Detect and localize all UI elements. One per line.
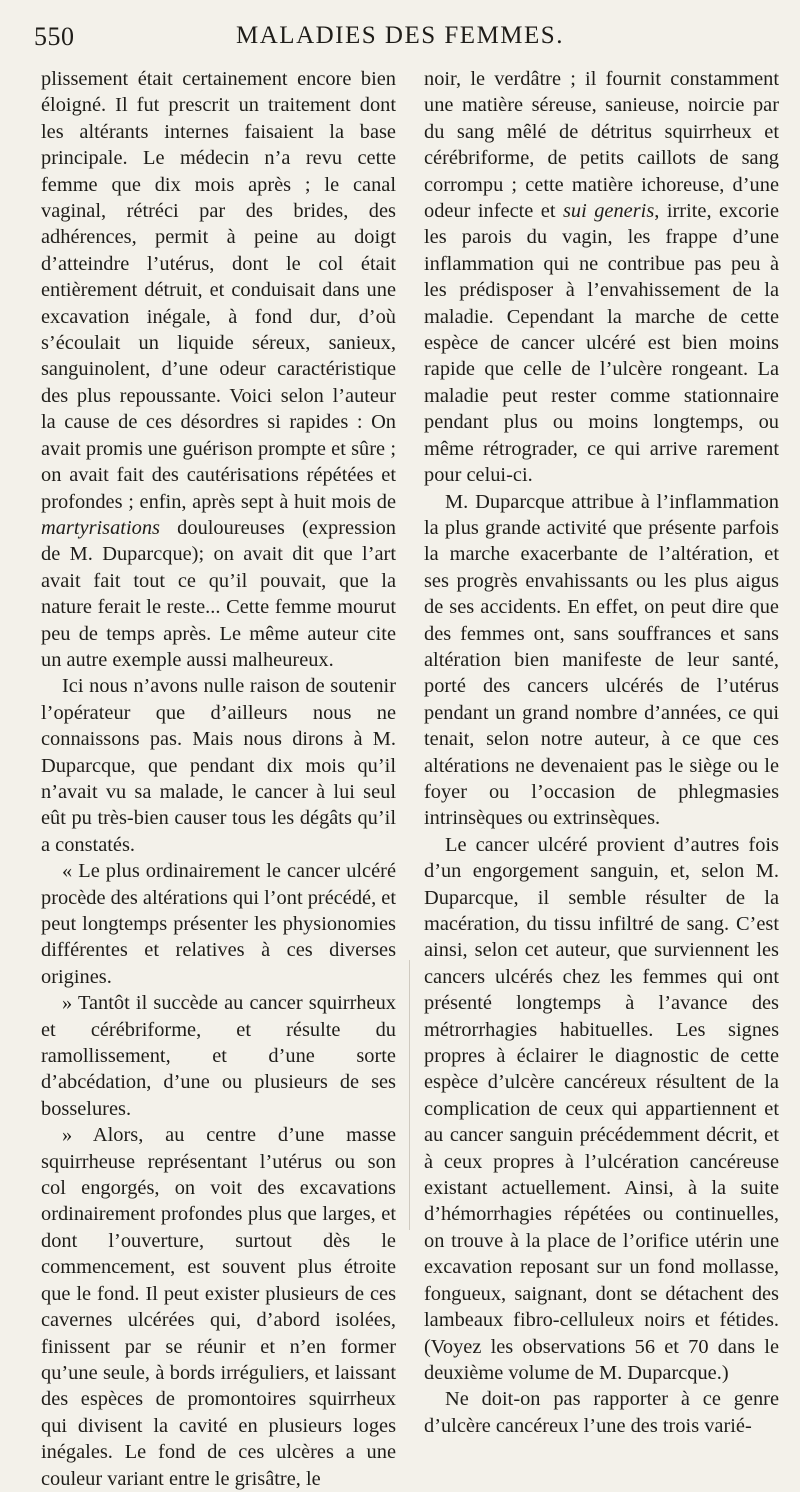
paragraph: Le cancer ulcéré provient d’autres fois d’un engorgement sanguin, et, selon M. Duparcque, il semble résulter de la macération, du tissu infiltré de sang. C’est ainsi, selon cet auteur, que surviennent les cancers ulcérés chez les femmes qui ont présenté longtemps à l’avance des métrorrhagies habituelles. Les signes propres à éclairer le diagnostic de cette espèce d’ulcère cancéreux résultent de la complication de ceux qui appartiennent et au cancer sanguin précédemment décrit, et à ceux propres à l’ulcération cancéreuse existant actuellement. Ainsi, à la suite d’hémorrhagies répétées ou continuelles, on trouve à la place de l’orifice utérin une excavation reposant sur un fond mollasse, fongueux, saignant, dont se détachent des lambeaux fibro-celluleux noirs et fétides. (Voyez les observations 56 et 70 dans le deuxième volume de M. Duparcque.) xyxy=(424,833,779,1384)
paragraph: Ne doit-on pas rapporter à ce genre d’ulcère cancéreux l’une des trois varié- xyxy=(424,1388,779,1437)
paragraph: » Tantôt il succède au cancer squirrheux et cérébriforme, et résulte du ramollissement, et d’une sorte d’abcédation, d’une ou plusieurs de ses bosselures. xyxy=(41,992,396,1120)
page-number: 550 xyxy=(34,22,75,51)
paragraph: noir, le verdâtre ; il fournit constamment une matière séreuse, sanieuse, noircie par du sang mêlé de détritus squirrheux et cérébriforme, de petits caillots de sang corrompu ; cette matière ichoreuse, d’une odeur infecte et sui generis, irrite, excorie les parois du vagin, les frappe d’une inflammation qui ne contribue pas peu à les prédisposer à l’envahissement de la maladie. Cependant la marche de cette espèce de cancer ulcéré est bien moins rapide que celle de l’ulcère rongeant. La maladie peut rester comme stationnaire pendant plus ou moins longtemps, ou même rétrograder, ce qui arrive rarement pour celui-ci. xyxy=(424,68,779,487)
paragraph: » Alors, au centre d’une masse squirrheuse représentant l’utérus ou son col engorgés, on voit des excavations ordinairement profondes plus que larges, et dont l’ouverture, surtout dès le commencement, est souvent plus étroite que le fond. Il peut exister plusieurs de ces cavernes ulcérées qui, d’abord isolées, finissent par se réunir et n’en former qu’une seule, à bords irréguliers, et laissant des espèces de promontoires squirrheux qui divisent la cavité en plusieurs loges inégales. Le fond de ces ulcères a une couleur variant entre le grisâtre, le xyxy=(41,1124,396,1490)
paragraph: plissement était certainement encore bien éloigné. Il fut prescrit un traitement dont les altérants internes faisaient la base principale. Le médecin n’a revu cette femme que dix mois après ; le canal vaginal, rétréci par des brides, des adhérences, permit à peine au doigt d’atteindre l’utérus, dont le col était entièrement détruit, et conduisait dans une excavation inégale, à fond dur, d’où s’écoulait un liquide séreux, sanieux, sanguinolent, d’une odeur caractéristique des plus repoussante. Voici selon l’auteur la cause de ces désordres si rapides : On avait promis une guérison prompte et sûre ; on avait fait des cautérisations répétées et profondes ; enfin, après sept à huit mois de martyrisations douloureuses (expression de M. Duparcque); on avait dit que l’art avait fait tout ce qu’il pouvait, que la nature ferait le reste... Cette femme mourut peu de temps après. Le même auteur cite un autre exemple aussi malheureux. xyxy=(41,68,396,671)
right-column xyxy=(424,66,779,1439)
page-header xyxy=(0,22,800,62)
left-column xyxy=(41,66,396,1492)
paragraph: M. Duparcque attribue à l’inflammation la plus grande activité que présente parfois la marche exacerbante de l’altération, et ses progrès envahissants ou les plus aigus de ses accidents. En effet, on peut dire que des femmes ont, sans souffrances et sans altération bien manifeste de leur santé, porté des cancers ulcérés de l’utérus pendant un grand nombre d’années, ce qui tenait, selon notre auteur, à ce que ces altérations ne devenaient pas le siège ou le foyer ou l’occasion de phlegmasies intrinsèques ou extrinsèques. xyxy=(424,490,779,830)
paragraph: « Le plus ordinairement le cancer ulcéré procède des altérations qui l’ont précédé, et peut longtemps présenter les physionomies différentes et relatives à ces diverses origines. xyxy=(41,860,396,988)
paragraph: Ici nous n’avons nulle raison de soutenir l’opérateur que d’ailleurs nous ne connaissons pas. Mais nous dirons à M. Duparcque, que pendant dix mois qu’il n’avait vu sa malade, le cancer à lui seul eût pu très-bien causer tous les dégâts qu’il a constatés. xyxy=(41,675,396,856)
column-rule xyxy=(409,960,410,1230)
running-head: MALADIES DES FEMMES. xyxy=(236,22,564,49)
